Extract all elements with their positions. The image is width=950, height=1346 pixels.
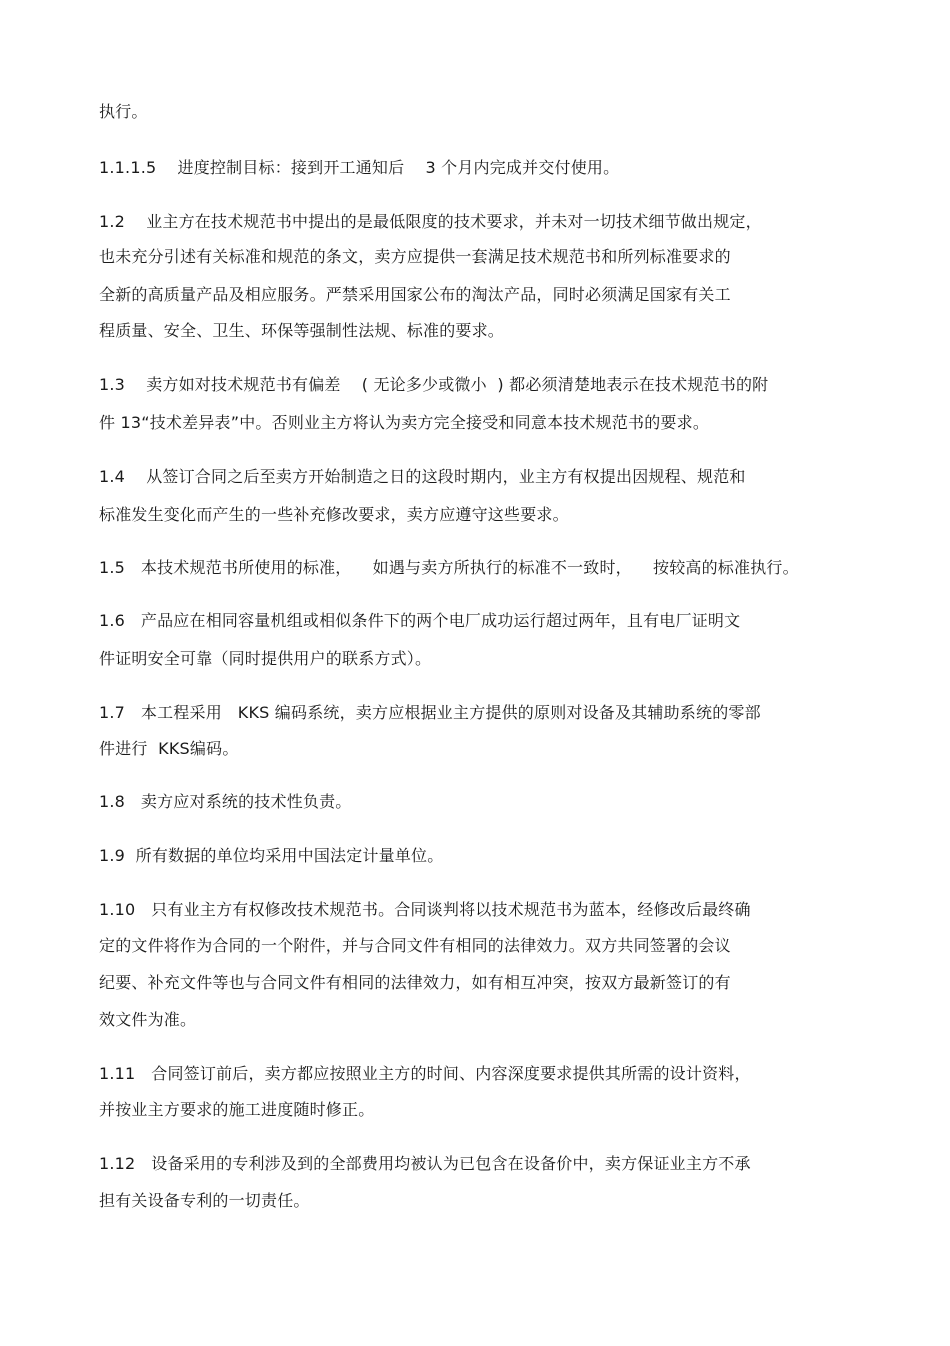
paragraph-1-10-line-1: 1.10 只有业主方有权修改技术规范书。合同谈判将以技术规范书为蓝本，经修改后最终确	[99, 900, 751, 919]
paragraph-1-6-line-2: 件证明安全可靠（同时提供用户的联系方式）。	[99, 649, 432, 668]
paragraph-1-10-line-4: 效文件为准。	[99, 1010, 197, 1029]
paragraph-1-4-line-1: 1.4 从签订合同之后至卖方开始制造之日的这段时期内，业主方有权提出因规程、规范和	[99, 467, 746, 486]
paragraph-1-2-line-2: 也未充分引述有关标准和规范的条文，卖方应提供一套满足技术规范书和所列标准要求的	[99, 247, 731, 266]
paragraph-1-3-line-2: 件 13“技术差异表”中。否则业主方将认为卖方完全接受和同意本技术规范书的要求。	[99, 413, 710, 432]
paragraph-1-7-line-1: 1.7 本工程采用 KKS 编码系统，卖方应根据业主方提供的原则对设备及其辅助系统的零部	[99, 703, 761, 722]
paragraph-1-2-line-3: 全新的高质量产品及相应服务。严禁采用国家公布的淘汰产品，同时必须满足国家有关工	[99, 285, 731, 304]
paragraph-1-1-1-5: 1.1.1.5 进度控制目标：接到开工通知后 3 个月内完成并交付使用。	[99, 158, 620, 177]
paragraph-1-11-line-1: 1.11 合同签订前后，卖方都应按照业主方的时间、内容深度要求提供其所需的设计资料，	[99, 1064, 751, 1083]
paragraph-1-10-line-2: 定的文件将作为合同的一个附件，并与合同文件有相同的法律效力。双方共同签署的会议	[99, 936, 731, 955]
paragraph-line: 执行。	[99, 102, 148, 121]
paragraph-1-12-line-1: 1.12 设备采用的专利涉及到的全部费用均被认为已包含在设备价中，卖方保证业主方不承	[99, 1154, 751, 1173]
paragraph-1-6-line-1: 1.6 产品应在相同容量机组或相似条件下的两个电厂成功运行超过两年，且有电厂证明文	[99, 611, 741, 630]
paragraph-1-11-line-2: 并按业主方要求的施工进度随时修正。	[99, 1100, 375, 1119]
paragraph-1-12-line-2: 担有关设备专利的一切责任。	[99, 1191, 310, 1210]
paragraph-1-2-line-1: 1.2 业主方在技术规范书中提出的是最低限度的技术要求，并未对一切技术细节做出规定，	[99, 212, 762, 231]
paragraph-1-9: 1.9 所有数据的单位均采用中国法定计量单位。	[99, 846, 444, 865]
paragraph-1-2-line-4: 程质量、安全、卫生、环保等强制性法规、标准的要求。	[99, 321, 505, 340]
paragraph-1-10-line-3: 纪要、补充文件等也与合同文件有相同的法律效力，如有相互冲突，按双方最新签订的有	[99, 973, 731, 992]
paragraph-1-3-line-1: 1.3 卖方如对技术规范书有偏差 ( 无论多少或微小 ) 都必须清楚地表示在技术规范书的附	[99, 375, 769, 394]
paragraph-1-7-line-2: 件进行 KKS编码。	[99, 739, 239, 758]
paragraph-1-4-line-2: 标准发生变化而产生的一些补充修改要求，卖方应遵守这些要求。	[99, 505, 569, 524]
paragraph-1-8: 1.8 卖方应对系统的技术性负责。	[99, 792, 352, 811]
paragraph-1-5: 1.5 本技术规范书所使用的标准， 如遇与卖方所执行的标准不一致时， 按较高的标准执行。	[99, 558, 799, 577]
